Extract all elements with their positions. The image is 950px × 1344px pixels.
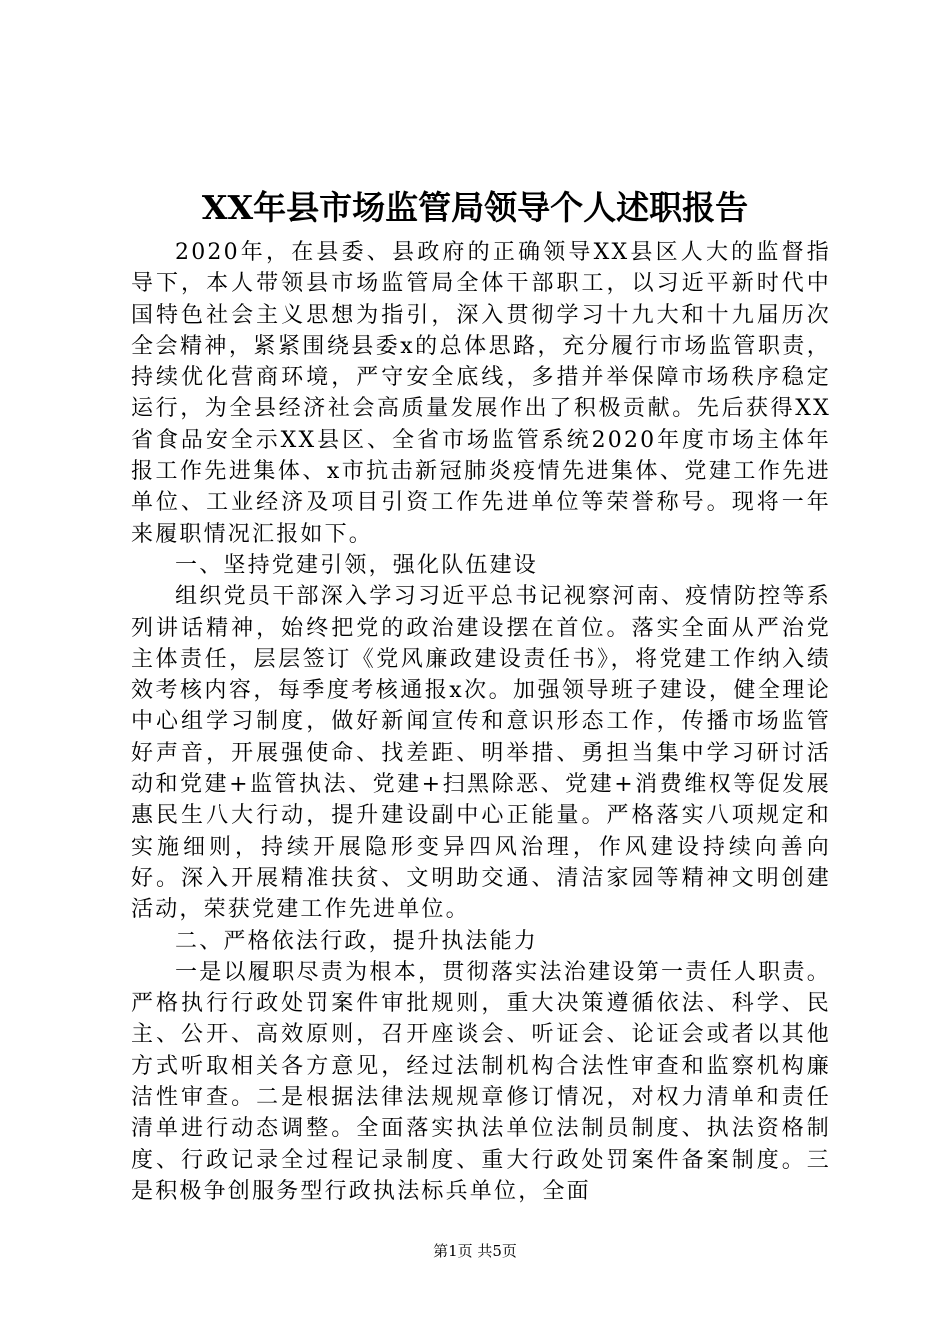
document-title: XX年县市场监管局领导个人述职报告 bbox=[201, 188, 749, 227]
section-heading-2: 二、严格依法行政，提升执法能力 bbox=[175, 928, 539, 954]
section-2-paragraph: 一是以履职尽责为根本，贯彻落实法治建设第一责任人职责。严格执行行政处罚案件审批规则，重大决策遵循依法、科学、民主、公开、高效原则，召开座谈会、听证会、论证会或者以其他方式听取相关各方意见，经过法制机构合法性审查和监察机构廉洁性审查。二是根据法律法规规章修订情况，对权力清单和责任清单进行动态调整。全面落实执法单位法制员制度、执法资格制度、行政记录全过程记录制度、重大行政处罚案件备案制度。三是积极争创服务型行政执法标兵单位，全面 bbox=[131, 959, 831, 1204]
section-heading-1: 一、坚持党建引领，强化队伍建设 bbox=[175, 552, 539, 578]
page-number-footer: 第1页 共5页 bbox=[433, 1242, 517, 1260]
intro-paragraph: 2020年，在县委、县政府的正确领导XX县区人大的监督指导下，本人带领县市场监管局全体干部职工，以习近平新时代中国特色社会主义思想为指引，深入贯彻学习十九大和十九届历次全会精神，紧紧围绕县委x的总体思路，充分履行市场监管职责，持续优化营商环境，严守安全底线，多措并举保障市场秩序稳定运行，为全县经济社会高质量发展作出了积极贡献。先后获得XX省食品安全示XX县区、全省市场监管系统2020年度市场主体年报工作先进集体、x市抗击新冠肺炎疫情先进集体、党建工作先进单位、工业经济及项目引资工作先进单位等荣誉称号。现将一年来履职情况汇报如下。 bbox=[131, 240, 831, 547]
document-body bbox=[131, 237, 831, 1207]
section-1-paragraph: 组织党员干部深入学习习近平总书记视察河南、疫情防控等系列讲话精神，始终把党的政治建设摆在首位。落实全面从严治党主体责任，层层签订《党风廉政建设责任书》，将党建工作纳入绩效考核内容，每季度考核通报x次。加强领导班子建设，健全理论中心组学习制度，做好新闻宣传和意识形态工作，传播市场监管好声音，开展强使命、找差距、明举措、勇担当集中学习研讨活动和党建+监管执法、党建+扫黑除恶、党建+消费维权等促发展惠民生八大行动，提升建设副中心正能量。严格落实八项规定和实施细则，持续开展隐形变异四风治理，作风建设持续向善向好。深入开展精准扶贫、文明助交通、清洁家园等精神文明创建活动，荣获党建工作先进单位。 bbox=[131, 584, 831, 923]
